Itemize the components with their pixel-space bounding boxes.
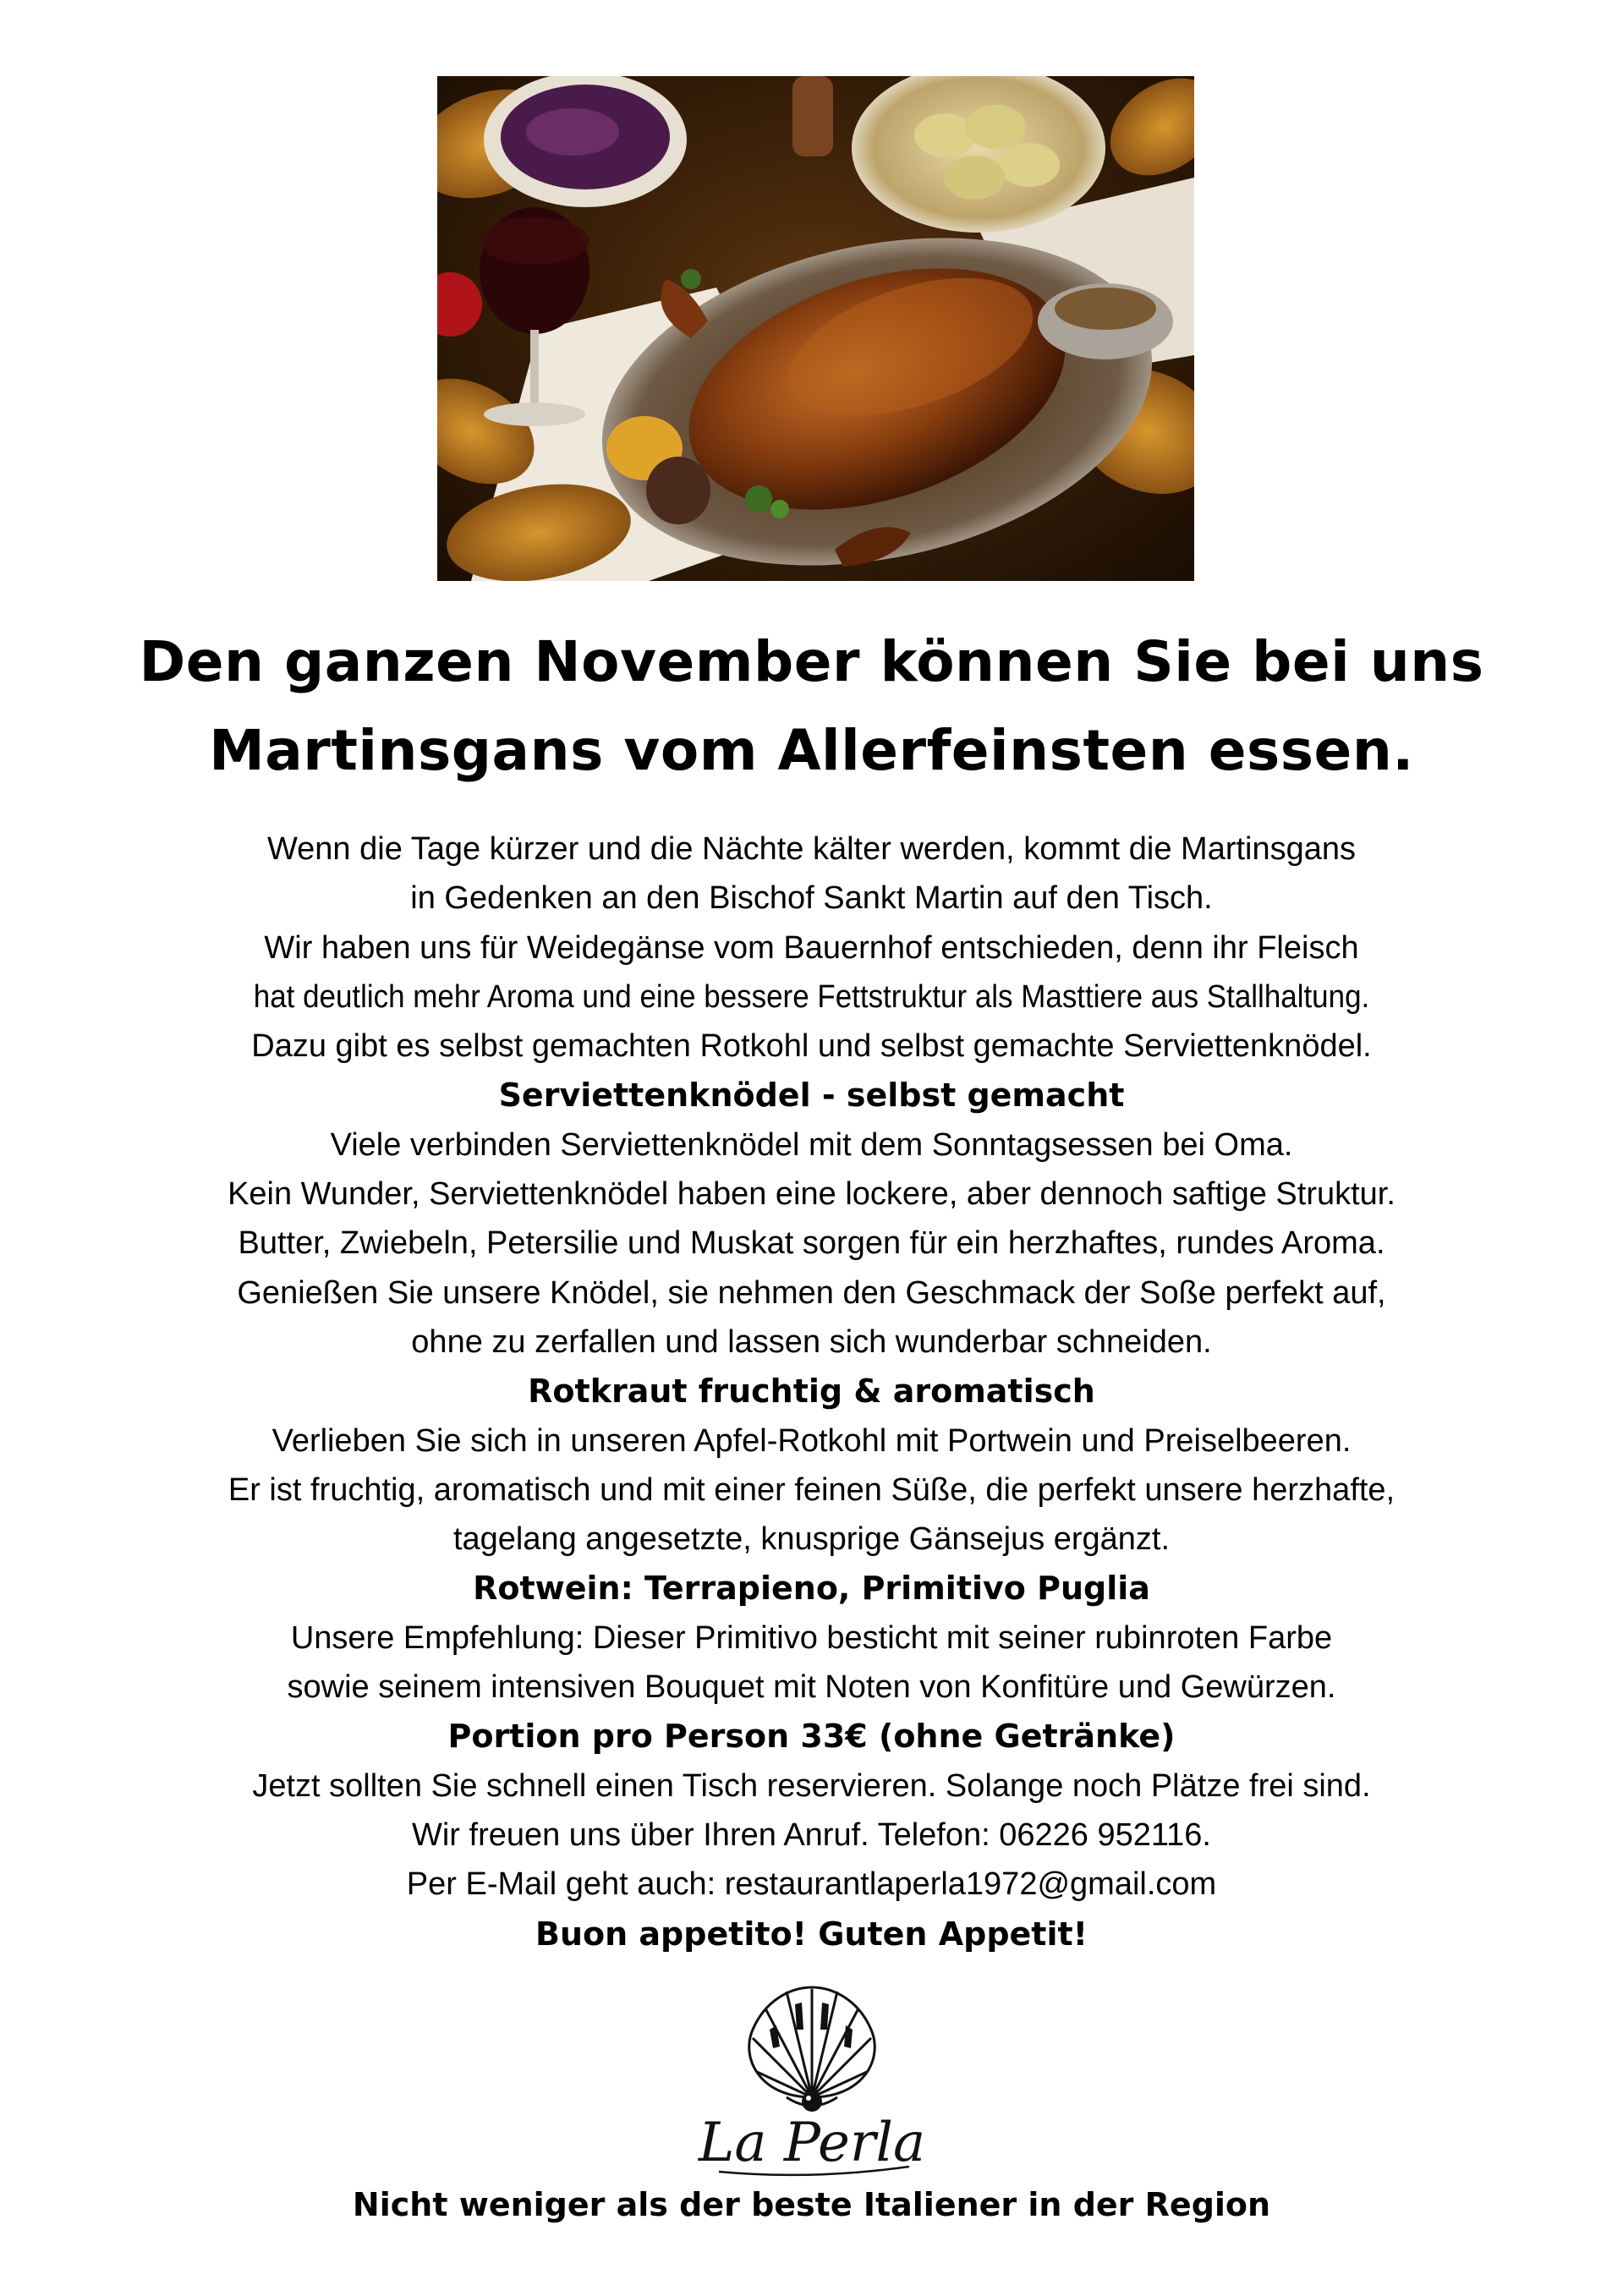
slogan: Nicht weniger als der beste Italiener in der Region xyxy=(352,2186,1271,2223)
redcabbage-line: Er ist fruchtig, aromatisch und mit einer feinen Süße, die perfekt unsere herzhafte, xyxy=(228,1471,1395,1508)
reservation-line: Jetzt sollten Sie schnell einen Tisch reservieren. Solange noch Plätze frei sind. xyxy=(252,1767,1371,1804)
wine-line: sowie seinem intensiven Bouquet mit Noten von Konfitüre und Gewürzen. xyxy=(287,1669,1336,1706)
headline-line-2: Martinsgans vom Allerfeinsten essen. xyxy=(209,718,1414,783)
intro-line: Wir haben uns für Weidegänse vom Bauernhof entschieden, denn ihr Fleisch xyxy=(264,929,1359,966)
dumplings-line: Butter, Zwiebeln, Petersilie und Muskat sorgen für ein herzhaftes, rundes Aroma. xyxy=(238,1225,1385,1262)
logo-text: La Perla xyxy=(698,2112,926,2174)
intro-line: in Gedenken an den Bischof Sankt Martin auf den Tisch. xyxy=(410,880,1213,917)
redcabbage-heading: Rotkraut fruchtig & aromatisch xyxy=(528,1373,1095,1411)
intro-line: Wenn die Tage kürzer und die Nächte kälter werden, kommt die Martinsgans xyxy=(266,831,1357,867)
dumplings-line: Viele verbinden Serviettenknödel mit dem Sonntagsessen bei Oma. xyxy=(330,1126,1293,1163)
dumplings-line: ohne zu zerfallen und lassen sich wunderbar schneiden. xyxy=(411,1323,1212,1360)
phone-line: Wir freuen uns über Ihren Anruf. Telefon: 06226 952116. xyxy=(411,1817,1211,1853)
wine-heading: Rotwein: Terrapieno, Primitivo Puglia xyxy=(473,1570,1150,1608)
wine-line: Unsere Empfehlung: Dieser Primitivo besticht mit seiner rubinroten Farbe xyxy=(290,1619,1333,1656)
headline-line-1: Den ganzen November können Sie bei uns xyxy=(139,629,1484,694)
shell-pearl-icon xyxy=(685,1979,939,2182)
price: Portion pro Person 33€ (ohne Getränke) xyxy=(447,1718,1176,1756)
dumplings-line: Genießen Sie unsere Knödel, sie nehmen den Geschmack der Soße perfekt auf, xyxy=(237,1274,1386,1311)
dumplings-heading: Serviettenknödel - selbst gemacht xyxy=(498,1077,1125,1115)
email-line: Per E-Mail geht auch: restaurantlaperla1972@gmail.com xyxy=(406,1866,1217,1903)
dumplings-line: Kein Wunder, Serviettenknödel haben eine lockere, aber dennoch saftige Struktur. xyxy=(228,1176,1395,1213)
intro-line: hat deutlich mehr Aroma und eine bessere Fettstruktur als Masttiere aus Stallhaltung. xyxy=(253,978,1370,1015)
body-text xyxy=(0,825,1623,1959)
redcabbage-line: Verlieben Sie sich in unseren Apfel-Rotkohl mit Portwein und Preiselbeeren. xyxy=(271,1422,1352,1459)
closing-greeting: Buon appetito! Guten Appetit! xyxy=(535,1915,1088,1953)
roast-goose-photo xyxy=(437,76,1194,581)
la-perla-logo xyxy=(685,1979,939,2182)
headline xyxy=(0,617,1623,795)
redcabbage-line: tagelang angesetzte, knusprige Gänsejus ergänzt. xyxy=(452,1521,1171,1558)
intro-line: Dazu gibt es selbst gemachten Rotkohl und selbst gemachte Serviettenknödel. xyxy=(251,1028,1372,1065)
